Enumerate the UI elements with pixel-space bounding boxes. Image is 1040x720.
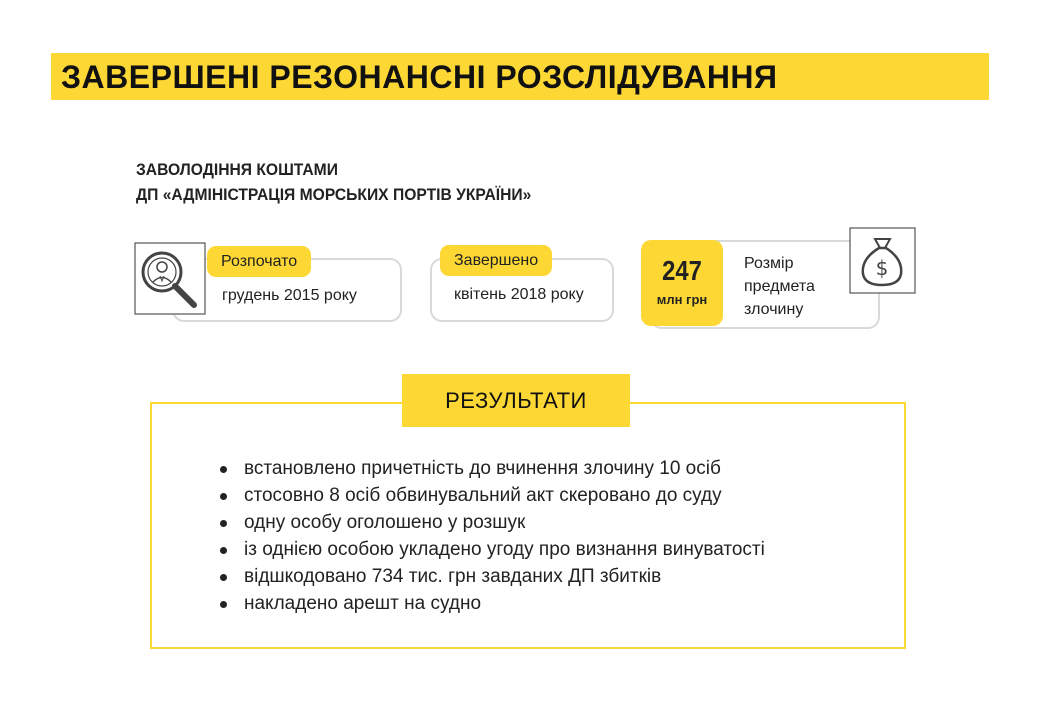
finished-label: Завершено: [440, 245, 552, 276]
damage-desc-line3: злочину: [744, 301, 804, 318]
damage-desc-line1: Розмір: [744, 255, 794, 272]
list-item: накладено арешт на судно: [218, 590, 765, 617]
list-item: стосовно 8 осіб обвинувальний акт скеровано до суду: [218, 482, 765, 509]
title-banner: [51, 53, 989, 100]
case-heading: [136, 157, 531, 207]
damage-description: [744, 252, 815, 321]
investigator-magnifier-icon: [134, 242, 204, 314]
list-item: відшкодовано 734 тис. грн завданих ДП збитків: [218, 563, 765, 590]
money-bag-icon: [849, 227, 915, 293]
list-item: із однією особою укладено угоду про визнання винуватості: [218, 536, 765, 563]
list-item: одну особу оголошено у розшук: [218, 509, 765, 536]
case-heading-line2: ДП «АДМІНІСТРАЦІЯ МОРСЬКИХ ПОРТІВ УКРАЇНИ»: [136, 185, 532, 204]
started-date: грудень 2015 року: [222, 287, 357, 304]
damage-amount-block: [641, 240, 723, 326]
damage-unit: млн грн: [656, 292, 708, 307]
damage-desc-line2: предмета: [744, 278, 815, 295]
list-item: встановлено причетність до вчинення злочину 10 осіб: [218, 455, 765, 482]
results-list: [218, 455, 765, 617]
case-heading-line1: ЗАВОЛОДІННЯ КОШТАМИ: [136, 160, 338, 179]
page-title: ЗАВЕРШЕНІ РЕЗОНАНСНІ РОЗСЛІДУВАННЯ: [61, 59, 778, 95]
results-title: РЕЗУЛЬТАТИ: [445, 388, 587, 413]
finished-date: квітень 2018 року: [454, 286, 584, 303]
svg-text:$: $: [875, 256, 889, 280]
damage-amount: 247: [662, 255, 702, 286]
results-tab: [402, 374, 630, 427]
started-label: Розпочато: [207, 246, 311, 277]
